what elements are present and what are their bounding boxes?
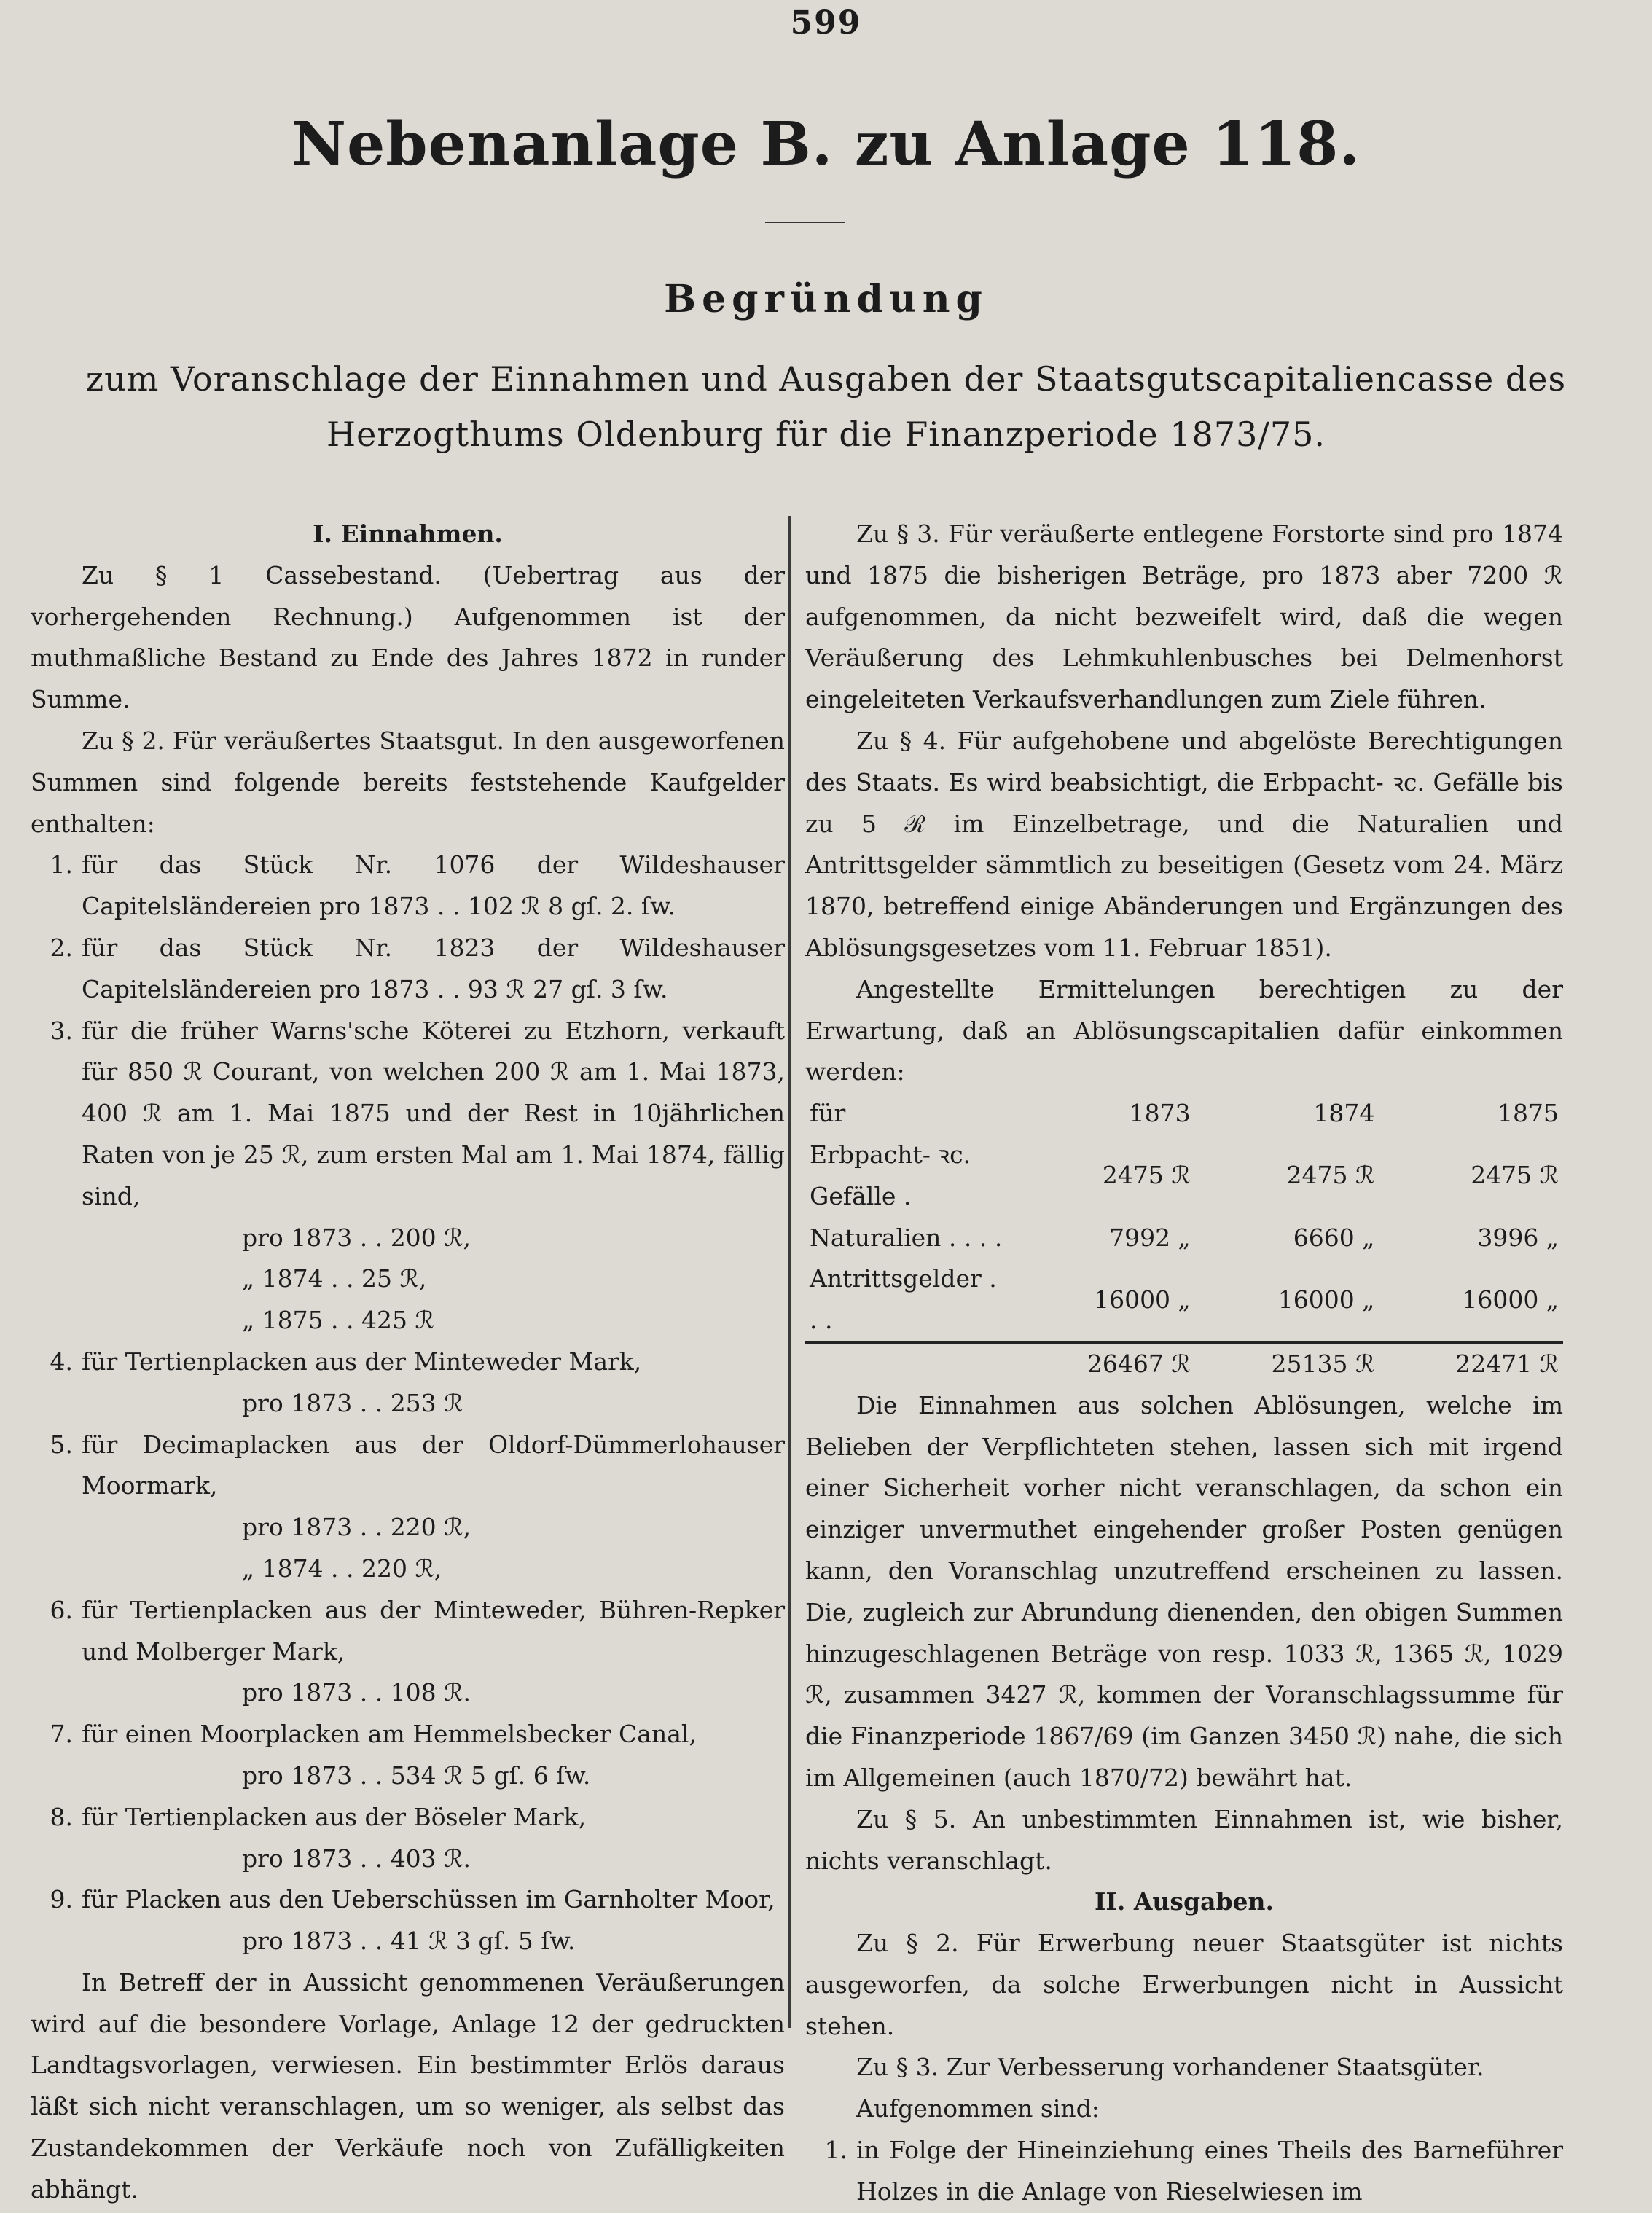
paragraph: Zu § 2. Für veräußertes Staatsgut. In den ausgeworfenen Summen sind folgende bereits feststehende Kaufgelder enthalten: — [31, 726, 785, 838]
item-number: 5. — [50, 1430, 73, 1459]
column-divider — [788, 516, 791, 2028]
item-text: für Tertienplacken aus der Böseler Mark, — [82, 1802, 587, 1831]
table-cell: 2475 ℛ — [1102, 1161, 1191, 1190]
table-cell: Erbpacht- ꝛc. Gefälle . — [810, 1140, 971, 1210]
item-text: für die früher Warns'sche Köterei zu Etzhorn, verkauft für 850 ℛ Courant, von welchen 200 ℛ am 1. Mai 1873, 400 ℛ am 1. Mai 1875 und der Rest in 10jährlichen Raten von je 25 ℛ, zum ersten Mal am 1. Mai 1874, fällig sind, — [82, 1016, 785, 1210]
item-text: in Folge der Hineinziehung eines Theils des Barneführer Holzes in die Anlage von Rieselwiesen im — [856, 2136, 1563, 2206]
page-title: Nebenanlage B. zu Anlage 118. — [291, 109, 1361, 179]
table-total-cell: 22471 ℛ — [1379, 1342, 1563, 1384]
item-number: 9. — [50, 1885, 73, 1914]
title-rule — [765, 222, 845, 223]
amount-line: „ 1874 . . 25 ℛ, — [242, 1264, 427, 1293]
table-cell — [805, 1342, 1011, 1384]
right-column — [805, 514, 1563, 2213]
item-number: 6. — [50, 1595, 73, 1624]
paragraph: Die Einnahmen aus solchen Ablösungen, welche im Belieben der Verpflichteten stehen, lassen sich mit irgend einer Sicherheit vorher nicht veranschlagen, da schon ein einziger unvermuthet eingehender großer Posten genügen kann, den Voranschlag unzutreffend erscheinen zu lassen. Die, zugleich zur Abrundung dienenden, den obigen Summen hinzugeschlagenen Beträge von resp. 1033 ℛ, 1365 ℛ, 1029 ℛ, zusammen 3427 ℛ, kommen der Voranschlagssumme für die Finanzperiode 1867/69 (im Ganzen 3450 ℛ) nahe, die sich im Allgemeinen (auch 1870/72) bewährt hat. — [805, 1390, 1563, 1792]
item-text: für Tertienplacken aus der Minteweder, Bühren-Repker und Molberger Mark, — [82, 1595, 785, 1666]
table-cell: Antrittsgelder . . . — [810, 1264, 997, 1335]
table-total-row — [805, 1342, 1563, 1384]
item-text: für Decimaplacken aus der Oldorf-Dümmerlohauser Moormark, — [82, 1430, 785, 1500]
table-row — [805, 1258, 1563, 1342]
table-cell: Naturalien . . . . — [810, 1223, 1003, 1252]
subtitle: zum Voranschlage der Einnahmen und Ausgaben der Staatsgutscapitaliencasse des Herzogthums Oldenburg für die Finanzperiode 1873/75. — [85, 359, 1567, 454]
amount-line: pro 1873 . . 220 ℛ, — [242, 1513, 471, 1542]
table-cell: 16000 „ — [1462, 1285, 1559, 1314]
page-number: 599 — [790, 4, 862, 42]
item-number: 1. — [824, 2136, 847, 2165]
amount-line: „ 1875 . . 425 ℛ — [242, 1306, 434, 1335]
table-total-cell: 25135 ℛ — [1195, 1342, 1379, 1384]
list-item — [805, 2130, 1563, 2213]
amount-line: pro 1873 . . 253 ℛ — [242, 1388, 463, 1417]
table-cell: 2475 ℛ — [1286, 1161, 1375, 1190]
item-text: für Tertienplacken aus der Minteweder Mark, — [82, 1347, 642, 1376]
ablosung-table — [805, 1093, 1563, 1385]
heading: Begründung — [664, 277, 988, 321]
item-number: 3. — [50, 1016, 73, 1045]
amount-line: pro 1873 . . 41 ℛ 3 gſ. 5 ſw. — [242, 1927, 576, 1956]
paragraph: Angestellte Ermittelungen berechtigen zu der Erwartung, daß an Ablösungscapitalien dafür einkommen werden: — [805, 974, 1563, 1086]
item-text: für das Stück Nr. 1823 der Wildeshauser Capitelsländereien pro 1873 . . 93 ℛ 27 gſ. 3 ſw. — [82, 933, 785, 1003]
table-cell: 16000 „ — [1094, 1285, 1191, 1314]
left-column — [31, 514, 785, 2211]
paragraph: Zu § 3. Zur Verbesserung vorhandener Staatsgüter. — [856, 2053, 1484, 2082]
item-text: für das Stück Nr. 1076 der Wildeshauser Capitelsländereien pro 1873 . . 102 ℛ 8 gſ. 2. ſw. — [82, 850, 785, 921]
list-item — [31, 1879, 785, 1921]
item-number: 7. — [50, 1720, 73, 1749]
list-item — [31, 1797, 785, 1838]
amount-line: pro 1873 . . 403 ℛ. — [242, 1844, 471, 1873]
list-item — [31, 845, 785, 928]
paragraph: Zu § 5. An unbestimmten Einnahmen ist, wie bisher, nichts veranschlagt. — [805, 1804, 1563, 1875]
table-header-cell: 1874 — [1313, 1099, 1375, 1128]
table-cell: 6660 „ — [1293, 1223, 1375, 1252]
amount-line: pro 1873 . . 200 ℛ, — [242, 1223, 471, 1252]
table-cell: 2475 ℛ — [1471, 1161, 1559, 1190]
list-item — [31, 1714, 785, 1755]
table-header-cell: 1875 — [1498, 1099, 1559, 1128]
paragraph: Aufgenommen sind: — [856, 2094, 1100, 2123]
paragraph: Zu § 4. Für aufgehobene und abgelöste Berechtigungen des Staats. Es wird beabsichtigt, die Erbpacht- ꝛc. Gefälle bis zu 5 ℛ im Einzelbetrage, und die Naturalien und Antrittsgelder sämmtlich zu beseitigen (Gesetz vom 24. März 1870, betreffend einige Abänderungen und Ergänzungen des Ablösungsgesetzes vom 11. Februar 1851). — [805, 726, 1563, 962]
amount-line: pro 1873 . . 108 ℛ. — [242, 1678, 471, 1707]
item-number: 4. — [50, 1347, 73, 1376]
section-title-einnahmen: I. Einnahmen. — [313, 520, 503, 548]
list-item — [31, 1341, 785, 1383]
item-number: 2. — [50, 933, 73, 962]
item-text: für Placken aus den Ueberschüssen im Garnholter Moor, — [82, 1885, 775, 1914]
list-item — [31, 928, 785, 1011]
table-row — [805, 1218, 1563, 1259]
list-item — [31, 1590, 785, 1673]
item-number: 8. — [50, 1802, 73, 1831]
table-row — [805, 1135, 1563, 1218]
paragraph: Zu § 3. Für veräußerte entlegene Forstorte sind pro 1874 und 1875 die bisherigen Beträge, pro 1873 aber 7200 ℛ aufgenommen, da nicht bezweifelt wird, daß die wegen Veräußerung des Lehmkuhlenbusches bei Delmenhorst eingeleiteten Verkaufsverhandlungen zum Ziele führen. — [805, 520, 1563, 714]
paragraph: Zu § 1 Cassebestand. (Uebertrag aus der vorhergehenden Rechnung.) Aufgenommen ist der muthmaßliche Bestand zu Ende des Jahres 1872 in runder Summe. — [31, 560, 785, 714]
table-header-cell: 1873 — [1129, 1099, 1191, 1128]
paragraph: In Betreff der in Aussicht genommenen Veräußerungen wird auf die besondere Vorlage, Anlage 12 der gedruckten Landtagsvorlagen, verwiesen. Ein bestimmter Erlös daraus läßt sich nicht veranschlagen, um so weniger, als selbst das Zustandekommen der Verkäufe noch von Zufälligkeiten abhängt. — [31, 1967, 785, 2204]
item-number: 1. — [50, 850, 73, 880]
table-header-cell: für — [810, 1099, 846, 1128]
amount-line: pro 1873 . . 534 ℛ 5 gſ. 6 ſw. — [242, 1760, 591, 1790]
paragraph: Zu § 2. Für Erwerbung neuer Staatsgüter ist nichts ausgeworfen, da solche Erwerbungen nicht in Aussicht stehen. — [805, 1929, 1563, 2040]
table-cell: 7992 „ — [1109, 1223, 1191, 1252]
section-title-ausgaben: II. Ausgaben. — [1094, 1887, 1275, 1916]
table-header-row — [805, 1093, 1563, 1135]
amount-line: „ 1874 . . 220 ℛ, — [242, 1554, 442, 1583]
table-cell: 3996 „ — [1477, 1223, 1559, 1252]
table-total-cell: 26467 ℛ — [1011, 1342, 1195, 1384]
list-item — [31, 1011, 785, 1218]
table-cell: 16000 „ — [1277, 1285, 1375, 1314]
item-text: für einen Moorplacken am Hemmelsbecker Canal, — [82, 1720, 697, 1749]
list-item — [31, 1425, 785, 1508]
